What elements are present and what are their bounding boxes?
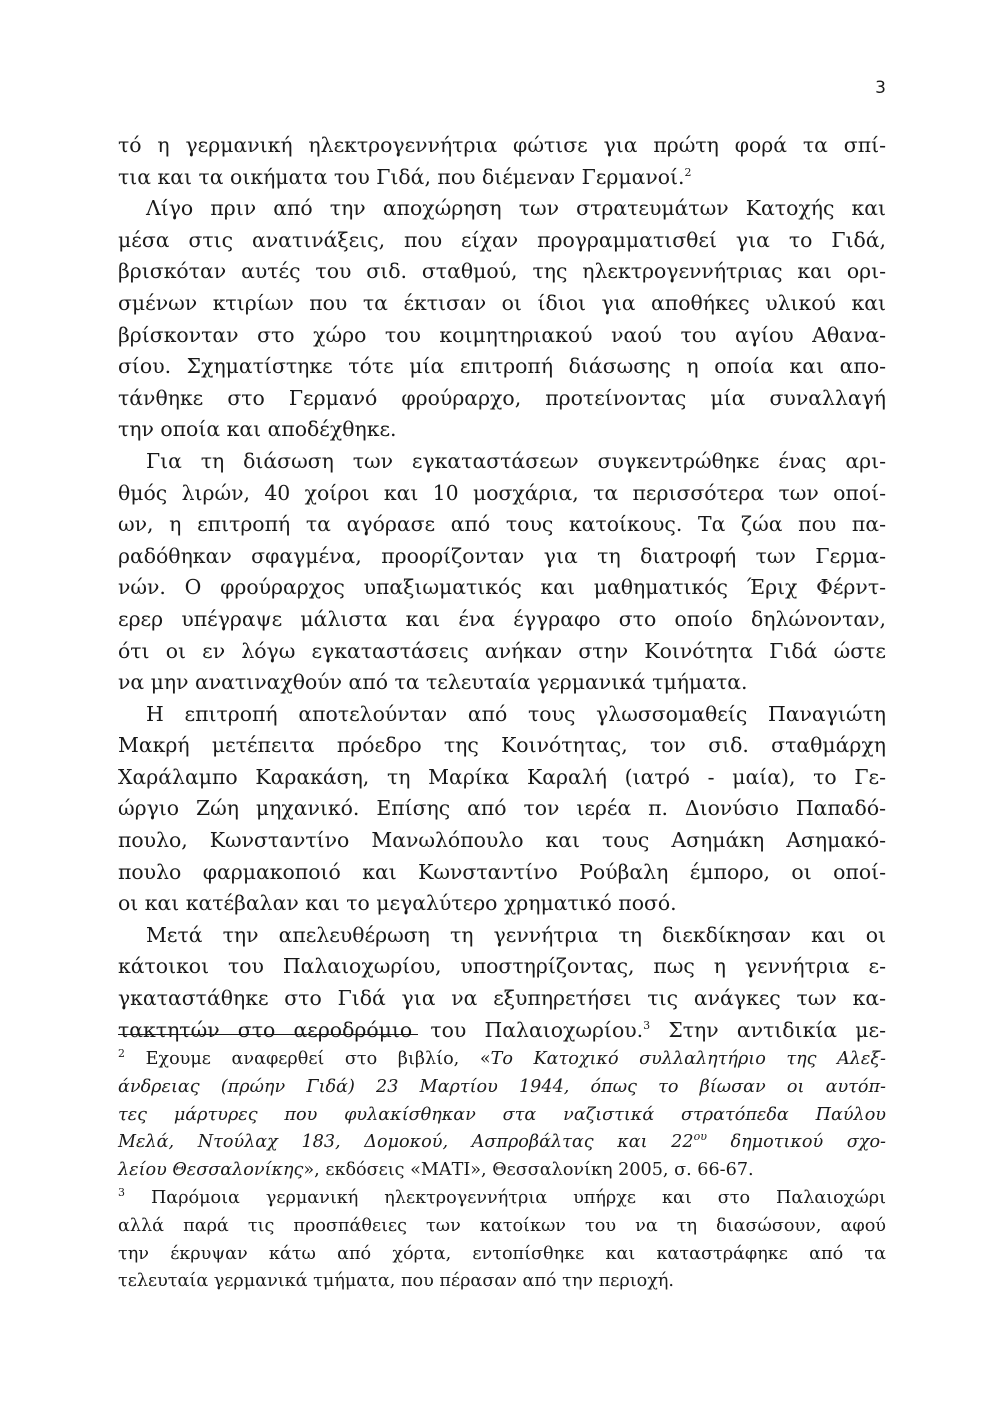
footnote-3: [118, 1185, 886, 1296]
text-line: πουλο, Κωνσταντίνο Μανωλόπουλο και τους Ασημάκη Ασημακό-: [118, 828, 886, 853]
footnote-line: αλλά παρά τις προσπάθειες των κατοίκων του να τη διασώσουν, αφού: [118, 1215, 886, 1236]
text-line: τια και τα οικήματα του Γιδά, που διέμεναν Γερμανοί.$^2$: [118, 164, 692, 189]
paragraph-1: [118, 130, 886, 193]
text-line: να μην ανατιναχθούν από τα τελευταία γερμανικά τμήματα.: [118, 670, 748, 695]
text-line: θμός λιρών, 40 χοίροι και 10 μοσχάρια, τα περισσότερα των οποί-: [118, 480, 886, 505]
text-line: ερερ υπέγραψε μάλιστα και ένα έγγραφο στο οποίο δηλώνονταν,: [118, 606, 886, 631]
paragraph-4: [118, 699, 886, 920]
text-line: βρίσκονταν στο χώρο του κοιμητηριακού ναού του αγίου Αθανα-: [118, 322, 886, 347]
footnote-line: τελευταία γερμανικά τμήματα, που πέρασαν από την περιοχή.: [118, 1271, 674, 1292]
text-line: Για τη διάσωση των εγκαταστάσεων συγκεντρώθηκε ένας αρι-: [146, 448, 886, 473]
paragraph-2: [118, 193, 886, 446]
body-text: [118, 130, 886, 1046]
footnote-line: Μελά, Ντούλαχ 183, Δομοκού, Ασπροβάλτας και $22^{o\upsilon}$ δημοτικού σχο-: [118, 1130, 887, 1153]
text-line: ων, η επιτροπή τα αγόρασε από τους κατοίκους. Τα ζώα που πα-: [118, 512, 886, 537]
text-line: πουλο φαρμακοποιό και Κωνσταντίνο Ρούβαλη έμπορο, οι οποί-: [118, 859, 886, 884]
text-line: ραδόθηκαν σφαγμένα, προορίζονταν για τη διατροφή των Γερμα-: [118, 543, 886, 568]
text-line: Η επιτροπή αποτελούνταν από τους γλωσσομαθείς Παναγιώτη: [146, 701, 886, 726]
footnote-2: [118, 1046, 886, 1185]
text-line: ώργιο Ζώη μηχανικό. Επίσης από τον ιερέα π. Διονύσιο Παπαδό-: [118, 796, 886, 821]
text-line: νών. Ο φρούραρχος υπαξιωματικός και μαθηματικός Έριχ Φέρντ-: [118, 575, 886, 600]
text-line: μέσα στις ανατινάξεις, που είχαν προγραμματισθεί για το Γιδά,: [118, 227, 886, 252]
page-number: 3: [875, 78, 886, 98]
text-line: ότι οι εν λόγω εγκαταστάσεις ανήκαν στην Κοινότητα Γιδά ώστε: [118, 638, 886, 663]
footnote-separator: [118, 1034, 418, 1035]
text-line: τό η γερμανική ηλεκτρογεννήτρια φώτισε για πρώτη φορά τα σπί-: [118, 133, 886, 157]
footnote-line: την έκρυψαν κάτω από χόρτα, εντοπίσθηκε και καταστράφηκε από τα: [118, 1243, 886, 1264]
footnote-ref-2[interactable]: 2: [684, 165, 692, 179]
text-line: την οποία και αποδέχθηκε.: [118, 417, 397, 442]
footnote-line: άνδρειας (πρώην Γιδά) 23 Μαρτίου 1944, όπως το βίωσαν οι αυτόπ-: [118, 1076, 886, 1097]
footnote-line: τες μάρτυρες που φυλακίσθηκαν στα ναζιστικά στρατόπεδα Παύλου: [118, 1104, 886, 1125]
footnote-number: 3: [118, 1186, 125, 1200]
text-line: Μετά την απελευθέρωση τη γεννήτρια τη διεκδίκησαν και οι: [146, 922, 886, 947]
text-line: Μακρή μετέπειτα πρόεδρο της Κοινότητας, τον σιδ. σταθμάρχη: [118, 733, 886, 758]
text-line: βρισκόταν αυτές του σιδ. σταθμού, της ηλεκτρογεννήτριας και ορι-: [118, 259, 886, 284]
text-line: γκαταστάθηκε στο Γιδά για να εξυπηρετήσει τις ανάγκες των κα-: [118, 986, 886, 1011]
text-line: κάτοικοι του Παλαιοχωρίου, υποστηρίζοντας, πως η γεννήτρια ε-: [118, 954, 886, 979]
text-line: οι και κατέβαλαν και το μεγαλύτερο χρηματικό ποσό.: [118, 891, 677, 916]
footnote-line: λείου Θεσσαλονίκης», εκδόσεις «ΜΑΤΙ», Θεσσαλονίκη 2005, σ. 66-67.: [118, 1160, 754, 1181]
text-line: σμένων κτιρίων που τα έκτισαν οι ίδιοι για αποθήκες υλικού και: [118, 290, 886, 315]
footnotes: [118, 1046, 886, 1296]
text-line: Χαράλαμπο Καρακάση, τη Μαρίκα Καραλή (ιατρό - μαία), το Γε-: [118, 764, 886, 789]
text-line: Λίγο πριν από την αποχώρηση των στρατευμάτων Κατοχής και: [146, 196, 886, 221]
footnote-line: $^3$ Παρόμοια γερμανική ηλεκτρογεννήτρια υπήρχε και στο Παλαιοχώρι: [118, 1186, 887, 1208]
text-line: σίου. Σχηματίστηκε τότε μία επιτροπή διάσωσης η οποία και απο-: [118, 354, 886, 379]
footnote-number: 2: [118, 1047, 125, 1061]
text-line: τάνθηκε στο Γερμανό φρούραρχο, προτείνοντας μία συναλλαγή: [118, 385, 886, 410]
footnote-ref-3[interactable]: 3: [643, 1018, 651, 1032]
paragraph-3: [118, 446, 886, 699]
text-line: τακτητών στο αεροδρόμιο του Παλαιοχωρίου.$^3$ Στην αντιδικία με-: [118, 1017, 886, 1042]
footnote-line: $^2$ Εχουμε αναφερθεί στο βιβλίο, «Το Κατοχικό συλλαλητήριο της Αλεξ-: [118, 1047, 886, 1069]
paragraph-5: [118, 920, 886, 1046]
